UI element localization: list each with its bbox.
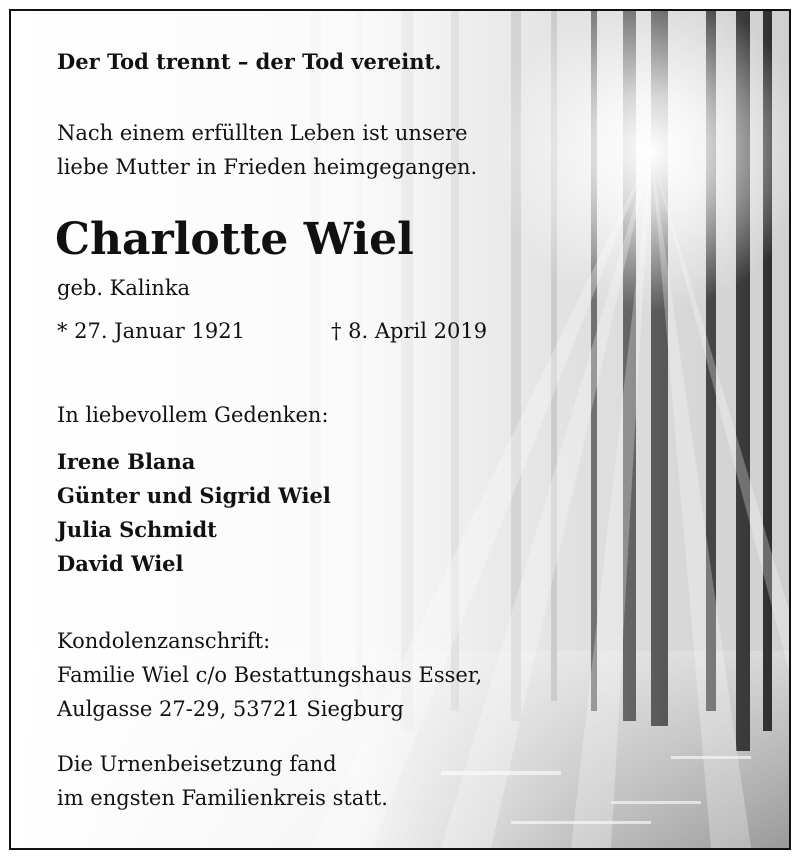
motto: Der Tod trennt – der Tod vereint. bbox=[57, 49, 442, 74]
mourner-1: Irene Blana bbox=[57, 449, 196, 474]
death-date: † 8. April 2019 bbox=[331, 319, 488, 343]
burial-note-line-2: im engsten Familienkreis statt. bbox=[57, 786, 388, 810]
condolence-line-1: Familie Wiel c/o Bestattungshaus Esser, bbox=[57, 663, 483, 687]
mourner-3: Julia Schmidt bbox=[57, 517, 217, 542]
intro-line-2: liebe Mutter in Frieden heimgegangen. bbox=[57, 155, 478, 179]
birth-name: geb. Kalinka bbox=[57, 276, 191, 300]
obituary-frame bbox=[9, 9, 791, 850]
condolence-line-2: Aulgasse 27-29, 53721 Siegburg bbox=[57, 697, 404, 721]
birth-date: * 27. Januar 1921 bbox=[57, 319, 245, 343]
deceased-name: Charlotte Wiel bbox=[55, 214, 414, 265]
intro-line-1: Nach einem erfüllten Leben ist unsere bbox=[57, 121, 468, 145]
obituary-text bbox=[11, 11, 789, 848]
mourner-2: Günter und Sigrid Wiel bbox=[57, 483, 331, 508]
burial-note-line-1: Die Urnenbeisetzung fand bbox=[57, 752, 337, 776]
memorial-heading: In liebevollem Gedenken: bbox=[57, 403, 329, 427]
condolence-heading: Kondolenzanschrift: bbox=[57, 629, 271, 653]
mourner-4: David Wiel bbox=[57, 551, 184, 576]
